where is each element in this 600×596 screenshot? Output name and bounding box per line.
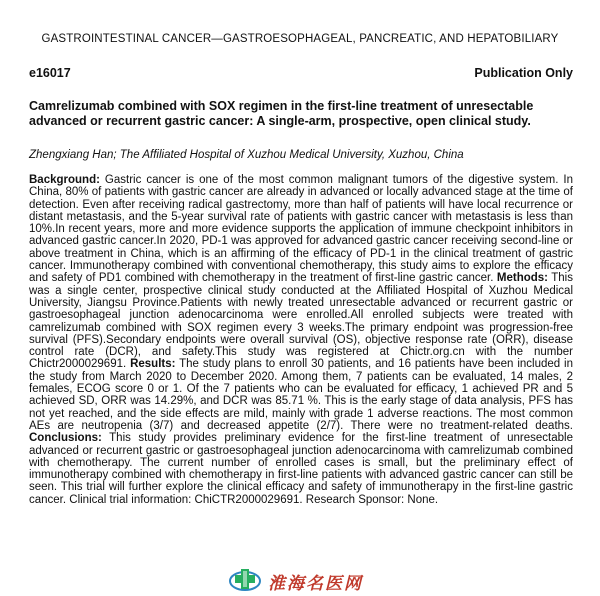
abstract-body	[29, 174, 573, 506]
abstract-id-row	[29, 66, 573, 80]
methods-text: This was a single center, prospective clinical study conducted at the Affiliated Hospital of Xuzhou Medical University, Jiangsu Province.Patients with newly treated unresectable advanced or recurrent gastric or gastroesophageal junction adenocarcinoma were enrolled.All enrolled subjects were treated with camrelizumab combined with SOX regimen every 3 weeks.The primary endpoint was progression-free survival (PFS).Secondary endpoints were overall survival (OS), objective response rate (ORR), disease control rate (DCR), and safety.This study was registered at Chictr.org.cn with the number Chictr2000029691.	[29, 272, 573, 371]
background-label: Background:	[29, 174, 100, 186]
results-label: Results:	[130, 358, 176, 371]
section-header: GASTROINTESTINAL CANCER—GASTROESOPHAGEAL, PANCREATIC, AND HEPATOBILIARY	[41, 33, 559, 45]
background-text: Gastric cancer is one of the most common malignant tumors of the digestive system. In China, 80% of patients with gastric cancer are already in advanced or locally advanced stage at the time of detection. Even after receiving radical gastrectomy, more than half of patients will have local recurrence or distant metastasis, and the 5-year survival rate of patients with gastric cancer with metastasis is less than 10%.In recent years, more and more evidence supports the application of immune checkpoint inhibitors in advanced gastric cancer.In 2020, PD-1 was approved for advanced gastric cancer receiving second-line or above treatment in China, which is an affirming of the efficacy of PD-1 in the clinical treatment of gastric cancer. Immunotherapy combined with conventional chemotherapy, this study aims to explore the efficacy and safety of PD1 combined with chemotherapy in the treatment of first-line gastric cancer.	[29, 174, 573, 285]
medical-cross-logo-icon	[228, 566, 262, 592]
methods-label: Methods:	[496, 272, 548, 285]
abstract-id: e16017	[29, 66, 71, 80]
watermark	[228, 566, 388, 592]
author-affiliation: Zhengxiang Han; The Affiliated Hospital of Xuzhou Medical University, Xuzhou, China	[29, 149, 464, 161]
conclusions-text: This study provides preliminary evidence for the first-line treatment of unresectable advanced or recurrent gastric or gastroesophageal junction adenocarcinoma with camrelizumab combined with chemotherapy. The current number of enrolled cases is small, but the preliminary effect of immunotherapy combined with chemotherapy in first-line patients with advanced gastric cancer can still be seen. This trial will further explore the clinical efficacy and safety of immunotherapy in the first-line gastric cancer. Clinical trial information: ChiCTR2000029691. Research Sponsor: None.	[29, 432, 573, 506]
results-text: The study plans to enroll 30 patients, and 16 patients have been included in the study from March 2020 to December 2020. Among them, 7 patients can be evaluated, 14 males, 2 females, ECOG score 0 or 1. Of the 7 patients who can be evaluated for efficacy, 1 achieved PR and 5 achieved SD, ORR was 14.29%, and DCR was 85.71 %. This is the early stage of data analysis, PFS has not yet reached, and the side effects are mild, mainly with grade 1 adverse reactions. The most common AEs are neutropenia (3/7) and decreased appetite (2/7). There were no treatment-related deaths.	[29, 358, 573, 432]
watermark-text: 淮海名医网	[268, 574, 363, 594]
abstract-title: Camrelizumab combined with SOX regimen in the first-line treatment of unresectable advanced or recurrent gastric cancer: A single-arm, prospective, open clinical study.	[29, 99, 534, 128]
conclusions-label: Conclusions:	[29, 432, 102, 445]
publication-type: Publication Only	[474, 66, 573, 80]
